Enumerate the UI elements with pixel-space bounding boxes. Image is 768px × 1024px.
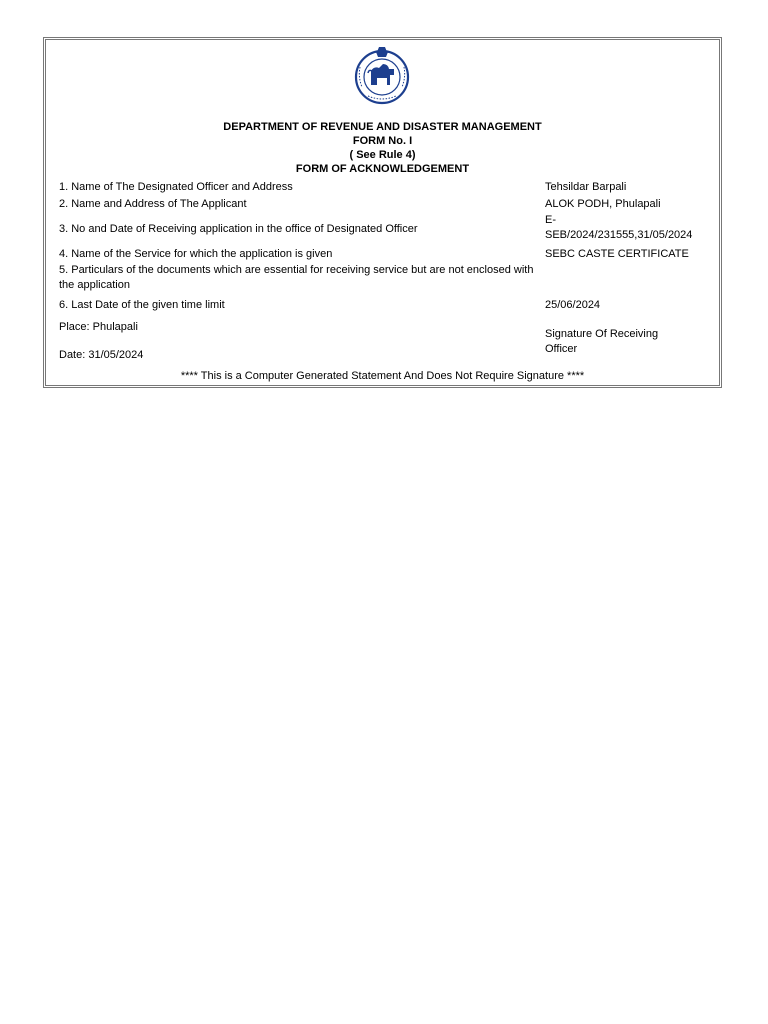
form-number: FORM No. I xyxy=(352,135,413,147)
row-label-service-name: 4. Name of the Service for which the application is given xyxy=(59,248,333,260)
row-label-last-date: 6. Last Date of the given time limit xyxy=(59,299,225,311)
computer-generated-note: **** This is a Computer Generated Statement And Does Not Require Signature **** xyxy=(180,370,585,382)
signature-label: Signature Of Receiving Officer xyxy=(545,328,659,355)
row-value-last-date: 25/06/2024 xyxy=(545,299,601,311)
acknowledgement-form xyxy=(43,37,722,388)
row-value-application-number: E- SEB/2024/231555,31/05/2024 xyxy=(545,214,693,241)
row-label-missing-documents: 5. Particulars of the documents which are essential for receiving service but are not enclosed with the application xyxy=(59,264,534,291)
date-text: Date: 31/05/2024 xyxy=(59,349,144,361)
row-label-application-number: 3. No and Date of Receiving application in the office of Designated Officer xyxy=(59,223,418,235)
odisha-emblem-icon xyxy=(352,45,412,105)
row-value-service-name: SEBC CASTE CERTIFICATE xyxy=(545,248,689,260)
row-value-designated-officer: Tehsildar Barpali xyxy=(545,181,627,193)
row-value-applicant: ALOK PODH, Phulapali xyxy=(545,198,661,210)
place-text: Place: Phulapali xyxy=(59,321,138,333)
rule-reference: ( See Rule 4) xyxy=(349,149,416,161)
form-title: FORM OF ACKNOWLEDGEMENT xyxy=(295,163,470,175)
department-heading: DEPARTMENT OF REVENUE AND DISASTER MANAGEMENT xyxy=(223,121,542,133)
row-label-designated-officer: 1. Name of The Designated Officer and Address xyxy=(59,181,293,193)
row-label-applicant: 2. Name and Address of The Applicant xyxy=(59,198,247,210)
